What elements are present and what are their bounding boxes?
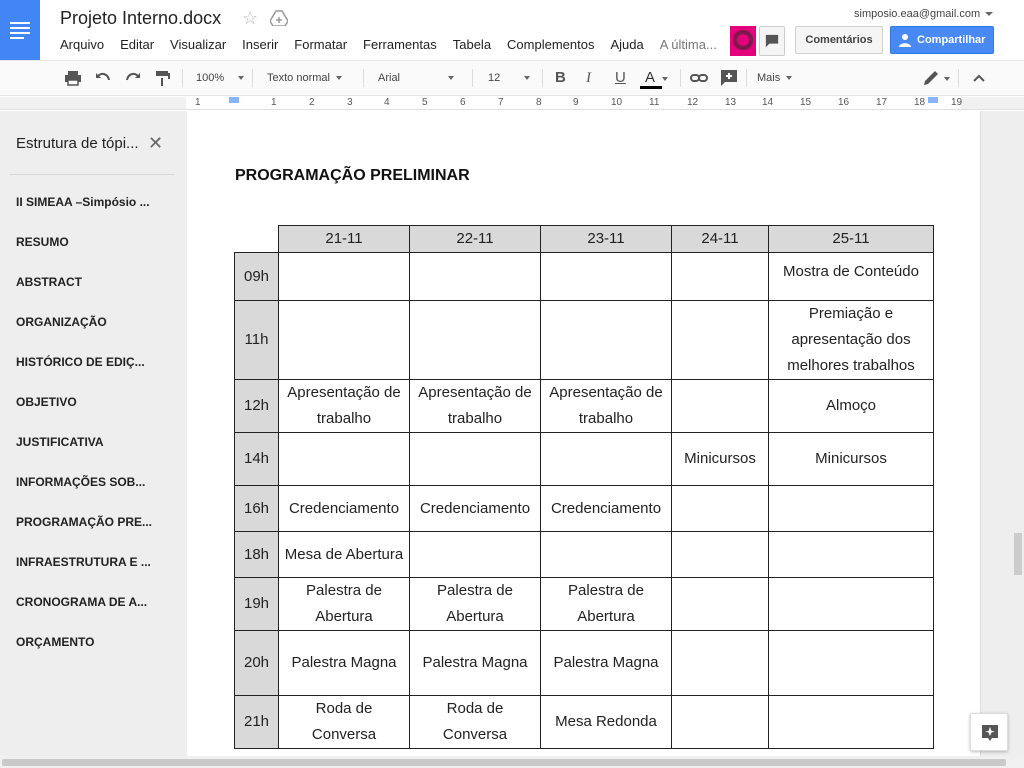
menu-arquivo[interactable]: Arquivo (60, 37, 105, 52)
date-header[interactable]: 23-11 (541, 226, 672, 253)
outline-item-programacao[interactable]: PROGRAMAÇÃO PRE... (16, 515, 153, 529)
font-value: Arial (378, 72, 401, 84)
schedule-cell[interactable] (541, 433, 672, 486)
date-header[interactable]: 24-11 (672, 226, 769, 253)
schedule-cell[interactable]: Palestra Magna (410, 631, 541, 696)
schedule-cell[interactable] (541, 253, 672, 301)
schedule-cell[interactable]: Premiação e apresentação dos melhores trabalhos (769, 301, 934, 380)
schedule-cell[interactable]: Apresentação de trabalho (279, 380, 410, 433)
ruler-number: 8 (536, 97, 542, 108)
schedule-cell[interactable] (769, 532, 934, 578)
style-select[interactable] (267, 61, 342, 95)
schedule-cell[interactable] (769, 486, 934, 532)
zoom-select[interactable] (196, 61, 244, 95)
text-color-button[interactable] (645, 61, 655, 95)
menu-ajuda[interactable]: Ajuda (610, 37, 644, 52)
vertical-scrollbar-thumb[interactable] (1014, 533, 1022, 575)
time-cell[interactable]: 09h (235, 253, 279, 301)
schedule-cell[interactable]: Palestra Magna (541, 631, 672, 696)
paint-format-icon[interactable] (154, 69, 172, 87)
table-row (235, 696, 934, 749)
outline-item-historico[interactable]: HISTÓRICO DE EDIÇ... (16, 355, 145, 369)
schedule-cell[interactable]: Apresentação de trabalho (410, 380, 541, 433)
ruler-number: 1 (195, 97, 201, 108)
header-bar (0, 0, 1024, 60)
schedule-cell[interactable] (769, 631, 934, 696)
schedule-cell[interactable]: Mesa Redonda (541, 696, 672, 749)
undo-icon[interactable] (94, 69, 112, 87)
outline-item-orcamento[interactable]: ORÇAMENTO (16, 635, 95, 649)
menu-bar (60, 37, 733, 52)
explore-button[interactable] (970, 713, 1008, 751)
schedule-cell[interactable] (672, 532, 769, 578)
time-cell[interactable]: 14h (235, 433, 279, 486)
schedule-cell[interactable] (769, 696, 934, 749)
schedule-cell[interactable] (410, 253, 541, 301)
share-label: Compartilhar (917, 34, 986, 46)
corner-cell (235, 226, 279, 253)
schedule-cell[interactable] (541, 532, 672, 578)
ruler-number: 11 (649, 97, 660, 108)
account-caret-icon[interactable] (985, 12, 993, 16)
schedule-cell[interactable]: Mesa de Abertura (279, 532, 410, 578)
schedule-cell[interactable]: Apresentação de trabalho (541, 380, 672, 433)
zoom-value: 100% (196, 72, 225, 84)
schedule-cell[interactable]: Credenciamento (410, 486, 541, 532)
ruler-number: 1 (271, 97, 277, 108)
ruler-number: 9 (573, 97, 579, 108)
time-cell[interactable]: 11h (235, 301, 279, 380)
schedule-cell[interactable]: Palestra de Abertura (279, 578, 410, 631)
menu-editar[interactable]: Editar (120, 37, 155, 52)
outline-item-abstract[interactable]: ABSTRACT (16, 275, 82, 289)
time-cell[interactable]: 20h (235, 631, 279, 696)
schedule-cell[interactable]: Credenciamento (279, 486, 410, 532)
ruler-number: 7 (498, 97, 504, 108)
ruler-number: 2 (309, 97, 315, 108)
chat-icon (765, 34, 779, 48)
date-header[interactable]: 21-11 (279, 226, 410, 253)
table-row (235, 631, 934, 696)
avatar[interactable] (730, 26, 756, 56)
ruler-number: 16 (838, 97, 850, 108)
table-row (235, 253, 934, 301)
outline-item-informacoes[interactable]: INFORMAÇÕES SOB... (16, 475, 146, 489)
document-page[interactable] (187, 111, 981, 756)
schedule-cell[interactable] (672, 696, 769, 749)
outline-title: Estrutura de tópi... (16, 135, 139, 152)
add-comment-icon[interactable] (720, 69, 738, 87)
ruler-number: 10 (611, 97, 623, 108)
schedule-cell[interactable]: Roda de Conversa (279, 696, 410, 749)
ruler-number: 3 (347, 97, 353, 108)
explore-icon (980, 723, 1000, 743)
document-outline-panel (0, 111, 187, 756)
table-row (235, 486, 934, 532)
section-heading[interactable]: PROGRAMAÇÃO PRELIMINAR (235, 167, 470, 184)
schedule-cell[interactable]: Palestra Magna (279, 631, 410, 696)
menu-visualizar[interactable]: Visualizar (170, 37, 227, 52)
date-header[interactable]: 25-11 (769, 226, 934, 253)
schedule-cell[interactable]: Minicursos (672, 433, 769, 486)
menu-complementos[interactable]: Complementos (507, 37, 595, 52)
schedule-cell[interactable] (672, 631, 769, 696)
left-indent-marker[interactable] (229, 97, 239, 103)
menu-formatar[interactable]: Formatar (294, 37, 348, 52)
font-size-value: 12 (488, 72, 501, 84)
ruler-number: 19 (951, 97, 963, 108)
chat-button[interactable] (759, 26, 785, 56)
schedule-cell[interactable] (541, 301, 672, 380)
schedule-header-row (235, 226, 934, 253)
table-row (235, 380, 934, 433)
schedule-cell[interactable]: Mostra de Conteúdo (769, 253, 934, 301)
document-title[interactable]: Projeto Interno.docx (60, 8, 222, 28)
text-color-letter: A (645, 69, 656, 86)
ruler-number: 18 (914, 97, 926, 108)
outline-item-objetivo[interactable]: OBJETIVO (16, 395, 77, 409)
link-icon[interactable] (690, 69, 708, 87)
more-menu[interactable] (757, 61, 792, 95)
star-icon[interactable]: ☆ (242, 8, 259, 28)
schedule-cell[interactable] (279, 301, 410, 380)
schedule-cell[interactable] (672, 578, 769, 631)
time-cell[interactable]: 12h (235, 380, 279, 433)
outline-item-cronograma[interactable]: CRONOGRAMA DE A... (16, 595, 148, 609)
person-icon (899, 33, 911, 47)
underline-button[interactable]: U (615, 69, 626, 86)
horizontal-scrollbar[interactable] (0, 756, 1024, 768)
time-cell[interactable]: 18h (235, 532, 279, 578)
schedule-cell[interactable] (672, 486, 769, 532)
formatting-toolbar (0, 60, 1024, 96)
account-email[interactable]: simposio.eaa@gmail.com (854, 8, 981, 20)
menu-tabela[interactable]: Tabela (452, 37, 492, 52)
ruler-number: 4 (384, 97, 390, 108)
time-cell[interactable]: 16h (235, 486, 279, 532)
ruler-number: 14 (762, 97, 774, 108)
docs-logo-icon[interactable] (0, 0, 40, 60)
ruler (0, 97, 1024, 110)
schedule-cell[interactable] (279, 253, 410, 301)
table-row (235, 301, 934, 380)
table-row (235, 578, 934, 631)
ruler-number: 15 (800, 97, 812, 108)
pencil-icon[interactable] (922, 69, 940, 87)
redo-icon[interactable] (124, 69, 142, 87)
schedule-cell[interactable]: Almoço (769, 380, 934, 433)
gear-icon (733, 30, 753, 50)
schedule-cell[interactable] (769, 578, 934, 631)
schedule-cell[interactable] (279, 433, 410, 486)
outline-item-infraestrutura[interactable]: INFRAESTRUTURA E ... (16, 555, 151, 569)
menu-ferramentas[interactable]: Ferramentas (363, 37, 437, 52)
right-indent-marker[interactable] (928, 97, 938, 103)
table-row (235, 433, 934, 486)
text-color-swatch (640, 86, 662, 89)
schedule-cell[interactable] (672, 253, 769, 301)
document-canvas (187, 111, 1024, 756)
schedule-table[interactable] (234, 225, 934, 749)
close-icon[interactable]: ✕ (148, 133, 164, 153)
schedule-cell[interactable]: Minicursos (769, 433, 934, 486)
date-header[interactable]: 22-11 (410, 226, 541, 253)
schedule-cell[interactable] (672, 301, 769, 380)
font-size-select[interactable] (488, 61, 530, 95)
time-cell[interactable]: 19h (235, 578, 279, 631)
bold-button[interactable]: B (555, 69, 566, 86)
outline-item-organizacao[interactable]: ORGANIZAÇÃO (16, 315, 107, 329)
schedule-cell[interactable] (410, 301, 541, 380)
schedule-cell[interactable]: Palestra de Abertura (541, 578, 672, 631)
collapse-icon[interactable] (970, 69, 988, 87)
outline-item-justificativa[interactable]: JUSTIFICATIVA (16, 435, 104, 449)
italic-button[interactable]: I (586, 70, 591, 86)
last-edit-link[interactable]: A última... (659, 37, 717, 52)
ruler-number: 5 (422, 97, 428, 108)
style-value: Texto normal (267, 72, 330, 84)
ruler-number: 6 (460, 97, 466, 108)
share-button[interactable] (890, 26, 994, 54)
ruler-number: 13 (725, 97, 737, 108)
outline-divider (10, 174, 174, 175)
time-cell[interactable]: 21h (235, 696, 279, 749)
schedule-cell[interactable]: Palestra de Abertura (410, 578, 541, 631)
comments-button[interactable]: Comentários (795, 26, 883, 54)
move-to-drive-icon[interactable] (270, 10, 288, 26)
font-select[interactable] (378, 61, 454, 95)
horizontal-scrollbar-thumb[interactable] (2, 759, 1006, 766)
schedule-cell[interactable]: Roda de Conversa (410, 696, 541, 749)
schedule-cell[interactable] (672, 380, 769, 433)
menu-inserir[interactable]: Inserir (242, 37, 279, 52)
ruler-number: 17 (876, 97, 888, 108)
table-row (235, 532, 934, 578)
ruler-number: 12 (687, 97, 699, 108)
more-label: Mais (757, 72, 781, 84)
schedule-cell[interactable]: Credenciamento (541, 486, 672, 532)
print-icon[interactable] (64, 69, 82, 87)
outline-item-resumo[interactable]: RESUMO (16, 235, 69, 249)
schedule-cell[interactable] (410, 532, 541, 578)
outline-item-simeaa[interactable]: II SIMEAA –Simpósio ... (16, 195, 150, 209)
schedule-cell[interactable] (410, 433, 541, 486)
